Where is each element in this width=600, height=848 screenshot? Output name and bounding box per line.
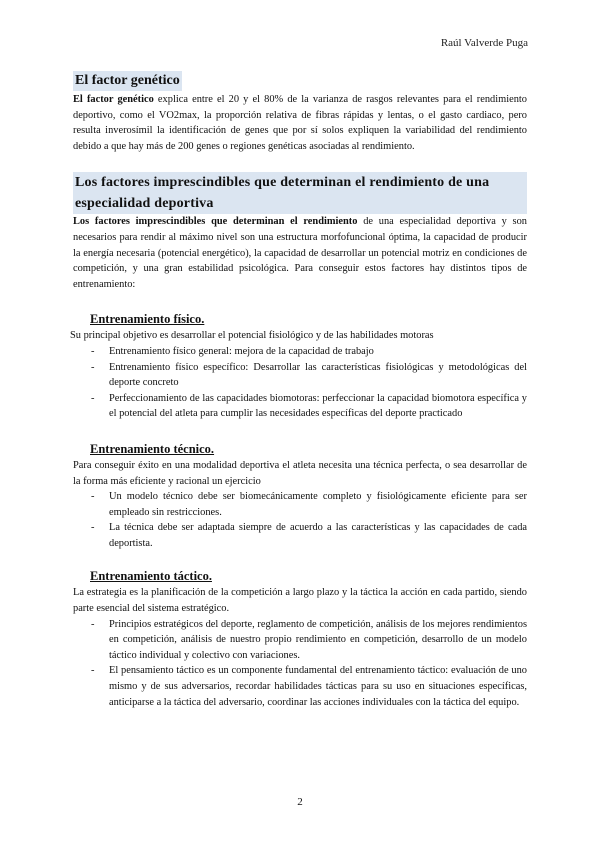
list-entrenamiento-fisico: [73, 344, 527, 422]
bullet-dash-icon: -: [91, 392, 95, 404]
lead-factor-genetico: El factor genético: [73, 94, 154, 105]
text-factor-genetico: explica entre el 20 y el 80% de la varianza de rasgos relevantes para el rendimiento deportivo, como el VO2max, la proporción relativa de fibras rápidas y lentas, o el gasto cardiaco, pero resulta inverosímil la identificación de genes que por sí solos expliquen la variabilidad del rendimiento debido a que hay más de 200 genes o regiones genéticas asociadas al rendimiento.: [73, 94, 527, 152]
bullet-dash-icon: -: [91, 345, 95, 357]
list-item: - La técnica debe ser adaptada siempre de acuerdo a las características y las capacidades de cada deportista.: [91, 522, 527, 549]
list-item: - Principios estratégicos del deporte, reglamento de competición, análisis de los mejores rendimientos en competición, análisis de nuestro propio rendimiento en competición, desarrollo de un modelo táctico individual y colectivo con variaciones.: [91, 618, 527, 661]
heading-entrenamiento-fisico: Entrenamiento físico.: [90, 312, 205, 327]
intro-entrenamiento-tactico: La estrategia es la planificación de la competición a largo plazo y la táctica la acción en cada partido, siendo parte esencial del sistema estratégico.: [73, 587, 527, 615]
page-number: 2: [297, 796, 303, 808]
text-factores-imprescindibles: de una especialidad deportiva y son necesarios para rendir al máximo nivel son una estructura morfofuncional óptima, la capacidad de producir la energía necesaria (potencial energético), la capacidad de desarrollar un potencial motriz en condiciones de competición, y una gran estabilidad psicológica. Para conseguir estos factores hay distintos tipos de entrenamiento:: [73, 216, 527, 290]
list-item: - Entrenamiento físico general: mejora de la capacidad de trabajo: [73, 344, 527, 360]
lead-factores-imprescindibles: Los factores imprescindibles que determinan el rendimiento: [73, 216, 358, 228]
heading-entrenamiento-tactico: Entrenamiento táctico.: [90, 569, 212, 584]
content-body: [70, 70, 527, 710]
list-entrenamiento-tactico: [73, 617, 527, 711]
list-item: - Perfeccionamiento de las capacidades biomotoras: perfeccionar la capacidad biomotora específica y el potencial del atleta para cumplir las necesidades específicas del deporte practicado: [91, 392, 527, 420]
list-item: - El pensamiento táctico es un componente fundamental del entrenamiento táctico: evaluación de uno mismo y de sus adversarios, recordar habilidades tácticas para su uso en situaciones específicas, anticiparse a la táctica del adversario, coordinar las acciones individuales con la táctica del equipo.: [91, 665, 527, 708]
heading-factor-genetico: El factor genético: [73, 71, 182, 91]
list-item: - Un modelo técnico debe ser biomecánicamente completo y fisiológicamente eficiente para ser empleado sin restricciones.: [91, 491, 527, 518]
bullet-dash-icon: -: [91, 491, 95, 503]
bullet-dash-icon: -: [91, 665, 95, 677]
list-entrenamiento-tecnico: [73, 489, 527, 551]
bullet-dash-icon: -: [91, 522, 95, 534]
paragraph-factores-imprescindibles: [73, 214, 527, 292]
paragraph-factor-genetico: [73, 92, 527, 154]
intro-entrenamiento-fisico: Su principal objetivo es desarrollar el potencial fisiológico y de las habilidades motoras: [70, 330, 434, 342]
bullet-dash-icon: -: [91, 618, 95, 630]
heading-entrenamiento-tecnico: Entrenamiento técnico.: [90, 441, 215, 456]
bullet-dash-icon: -: [91, 361, 95, 373]
intro-entrenamiento-tecnico: Para conseguir éxito en una modalidad deportiva el atleta necesita una técnica perfecta, o sea desarrollar de la forma más eficiente y racional un ejercicio: [73, 459, 527, 487]
header-author: Raúl Valverde Puga: [440, 37, 528, 49]
heading-factores-imprescindibles: Los factores imprescindibles que determinan el rendimiento de una especialidad deportiva: [73, 172, 527, 214]
list-item: - Entrenamiento físico específico: Desarrollar las características fisiológicas y metodológicas del deporte concreto: [91, 361, 527, 389]
